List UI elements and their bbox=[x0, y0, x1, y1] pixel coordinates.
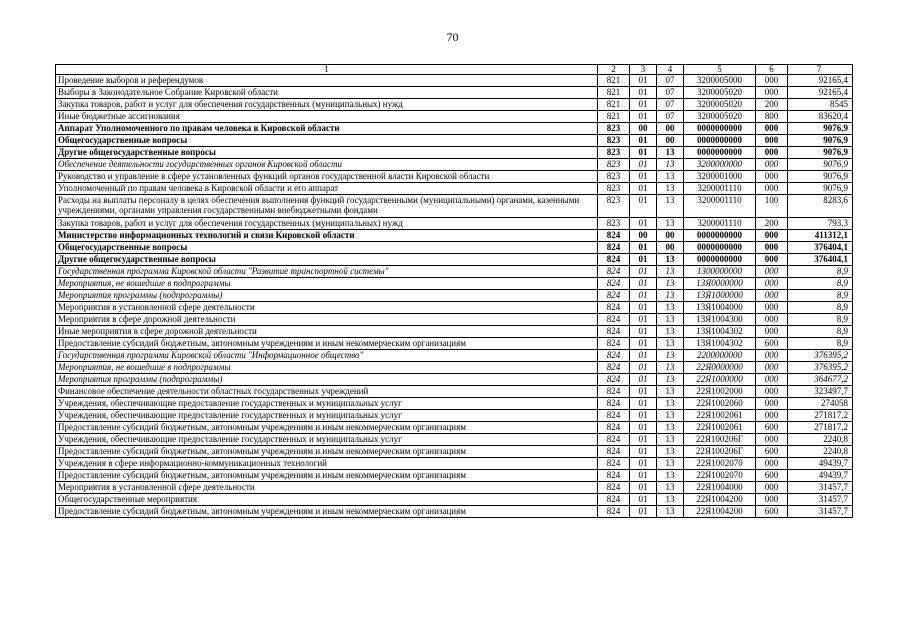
row-amount-cell: 83620,4 bbox=[788, 111, 853, 123]
row-target-article-cell: 3200001110 bbox=[684, 195, 756, 218]
row-section-cell: 01 bbox=[630, 147, 657, 159]
row-amount-cell: 2240,8 bbox=[788, 446, 853, 458]
table-row bbox=[56, 398, 853, 410]
row-subsection-cell: 13 bbox=[657, 290, 684, 302]
row-section-cell: 00 bbox=[630, 230, 657, 242]
row-target-article-cell: 0000000000 bbox=[684, 254, 756, 266]
row-section-cell: 01 bbox=[630, 278, 657, 290]
row-section-cell: 01 bbox=[630, 350, 657, 362]
row-name-cell: Финансовое обеспечение деятельности областных государственных учреждений bbox=[56, 386, 598, 398]
row-subsection-cell: 13 bbox=[657, 446, 684, 458]
row-department-cell: 823 bbox=[598, 171, 630, 183]
row-department-cell: 821 bbox=[598, 99, 630, 111]
row-department-cell: 821 bbox=[598, 75, 630, 87]
row-amount-cell: 9076,9 bbox=[788, 159, 853, 171]
row-department-cell: 823 bbox=[598, 218, 630, 230]
header-cell-subsection: 4 bbox=[657, 65, 684, 75]
table-row bbox=[56, 242, 853, 254]
row-name-cell: Мероприятия, не вошедшие в подпрограммы bbox=[56, 362, 598, 374]
row-expense-type-cell: 000 bbox=[756, 75, 788, 87]
row-target-article-cell: 22Я1004000 bbox=[684, 482, 756, 494]
row-amount-cell: 8,9 bbox=[788, 326, 853, 338]
row-department-cell: 824 bbox=[598, 434, 630, 446]
row-section-cell: 01 bbox=[630, 218, 657, 230]
row-subsection-cell: 13 bbox=[657, 183, 684, 195]
table-row bbox=[56, 422, 853, 434]
table-row bbox=[56, 326, 853, 338]
row-name-cell: Предоставление субсидий бюджетным, автономным учреждениям и иным некоммерческим организациям bbox=[56, 422, 598, 434]
row-subsection-cell: 00 bbox=[657, 123, 684, 135]
row-name-cell: Руководство и управление в сфере установленных функций органов государственной власти Кировской области bbox=[56, 171, 598, 183]
row-department-cell: 824 bbox=[598, 302, 630, 314]
table-row bbox=[56, 506, 853, 518]
row-section-cell: 01 bbox=[630, 482, 657, 494]
row-subsection-cell: 13 bbox=[657, 159, 684, 171]
row-department-cell: 824 bbox=[598, 374, 630, 386]
row-subsection-cell: 13 bbox=[657, 195, 684, 218]
row-amount-cell: 364677,2 bbox=[788, 374, 853, 386]
row-expense-type-cell: 000 bbox=[756, 314, 788, 326]
row-amount-cell: 8,9 bbox=[788, 266, 853, 278]
row-department-cell: 824 bbox=[598, 446, 630, 458]
table-row bbox=[56, 159, 853, 171]
row-subsection-cell: 13 bbox=[657, 482, 684, 494]
row-subsection-cell: 13 bbox=[657, 218, 684, 230]
row-expense-type-cell: 000 bbox=[756, 386, 788, 398]
row-section-cell: 01 bbox=[630, 87, 657, 99]
row-section-cell: 00 bbox=[630, 123, 657, 135]
row-department-cell: 823 bbox=[598, 135, 630, 147]
row-department-cell: 823 bbox=[598, 159, 630, 171]
table-row bbox=[56, 218, 853, 230]
row-section-cell: 01 bbox=[630, 75, 657, 87]
row-name-cell: Предоставление субсидий бюджетным, автономным учреждениям и иным некоммерческим организациям bbox=[56, 338, 598, 350]
row-name-cell: Предоставление субсидий бюджетным, автономным учреждениям и иным некоммерческим организациям bbox=[56, 470, 598, 482]
row-name-cell: Расходы на выплаты персоналу в целях обеспечения выполнения функций государственными (муниципальными) органами, казенными учреждениями, органами управления государственными внебюджетными фондами bbox=[56, 195, 598, 218]
row-department-cell: 824 bbox=[598, 278, 630, 290]
row-expense-type-cell: 000 bbox=[756, 362, 788, 374]
row-amount-cell: 8545 bbox=[788, 99, 853, 111]
row-target-article-cell: 22Я1004200 bbox=[684, 494, 756, 506]
row-department-cell: 824 bbox=[598, 494, 630, 506]
table-row bbox=[56, 195, 853, 218]
row-name-cell: Предоставление субсидий бюджетным, автономным учреждениям и иным некоммерческим организациям bbox=[56, 446, 598, 458]
row-expense-type-cell: 000 bbox=[756, 410, 788, 422]
table-row bbox=[56, 350, 853, 362]
row-expense-type-cell: 000 bbox=[756, 87, 788, 99]
row-target-article-cell: 22Я100206Г bbox=[684, 446, 756, 458]
row-subsection-cell: 13 bbox=[657, 470, 684, 482]
row-department-cell: 824 bbox=[598, 266, 630, 278]
row-amount-cell: 271817,2 bbox=[788, 422, 853, 434]
row-subsection-cell: 07 bbox=[657, 75, 684, 87]
row-section-cell: 01 bbox=[630, 183, 657, 195]
row-subsection-cell: 13 bbox=[657, 362, 684, 374]
row-section-cell: 01 bbox=[630, 494, 657, 506]
table-row bbox=[56, 458, 853, 470]
row-target-article-cell: 22Я1002061 bbox=[684, 410, 756, 422]
row-department-cell: 824 bbox=[598, 410, 630, 422]
row-amount-cell: 9076,9 bbox=[788, 135, 853, 147]
row-section-cell: 01 bbox=[630, 374, 657, 386]
table-row bbox=[56, 111, 853, 123]
row-amount-cell: 271817,2 bbox=[788, 410, 853, 422]
row-expense-type-cell: 600 bbox=[756, 470, 788, 482]
row-expense-type-cell: 000 bbox=[756, 242, 788, 254]
row-amount-cell: 9076,9 bbox=[788, 147, 853, 159]
table-row bbox=[56, 338, 853, 350]
header-cell-name: 1 bbox=[56, 65, 598, 75]
row-amount-cell: 274058 bbox=[788, 398, 853, 410]
row-target-article-cell: 3200005020 bbox=[684, 99, 756, 111]
row-target-article-cell: 0000000000 bbox=[684, 123, 756, 135]
row-target-article-cell: 3200000000 bbox=[684, 159, 756, 171]
row-target-article-cell: 0000000000 bbox=[684, 242, 756, 254]
row-expense-type-cell: 000 bbox=[756, 350, 788, 362]
row-section-cell: 01 bbox=[630, 266, 657, 278]
row-subsection-cell: 13 bbox=[657, 494, 684, 506]
row-name-cell: Закупка товаров, работ и услуг для обеспечения государственных (муниципальных) нужд bbox=[56, 218, 598, 230]
row-amount-cell: 31457,7 bbox=[788, 482, 853, 494]
row-target-article-cell: 3200001110 bbox=[684, 218, 756, 230]
row-subsection-cell: 13 bbox=[657, 278, 684, 290]
row-name-cell: Министерство информационных технологий и связи Кировской области bbox=[56, 230, 598, 242]
row-section-cell: 01 bbox=[630, 171, 657, 183]
row-name-cell: Предоставление субсидий бюджетным, автономным учреждениям и иным некоммерческим организациям bbox=[56, 506, 598, 518]
row-amount-cell: 31457,7 bbox=[788, 494, 853, 506]
row-target-article-cell: 22Я1002070 bbox=[684, 470, 756, 482]
row-name-cell: Обеспечение деятельности государственных органов Кировской области bbox=[56, 159, 598, 171]
row-subsection-cell: 07 bbox=[657, 111, 684, 123]
row-department-cell: 824 bbox=[598, 338, 630, 350]
row-section-cell: 01 bbox=[630, 195, 657, 218]
row-expense-type-cell: 000 bbox=[756, 254, 788, 266]
table-row bbox=[56, 410, 853, 422]
row-department-cell: 824 bbox=[598, 362, 630, 374]
row-target-article-cell: 22Я1002000 bbox=[684, 386, 756, 398]
row-department-cell: 824 bbox=[598, 254, 630, 266]
row-expense-type-cell: 000 bbox=[756, 482, 788, 494]
row-expense-type-cell: 600 bbox=[756, 338, 788, 350]
row-amount-cell: 31457,7 bbox=[788, 506, 853, 518]
row-department-cell: 824 bbox=[598, 290, 630, 302]
row-target-article-cell: 3200001000 bbox=[684, 171, 756, 183]
row-section-cell: 01 bbox=[630, 290, 657, 302]
header-cell-amount: 7 bbox=[788, 65, 853, 75]
row-expense-type-cell: 000 bbox=[756, 458, 788, 470]
row-subsection-cell: 07 bbox=[657, 99, 684, 111]
table-row bbox=[56, 230, 853, 242]
row-expense-type-cell: 000 bbox=[756, 374, 788, 386]
row-amount-cell: 8,9 bbox=[788, 290, 853, 302]
row-amount-cell: 2240,8 bbox=[788, 434, 853, 446]
row-target-article-cell: 0000000000 bbox=[684, 135, 756, 147]
row-amount-cell: 411312,1 bbox=[788, 230, 853, 242]
row-subsection-cell: 13 bbox=[657, 171, 684, 183]
table-header-row bbox=[56, 65, 853, 75]
row-name-cell: Учреждения в сфере информационно-коммуникационных технологий bbox=[56, 458, 598, 470]
row-expense-type-cell: 000 bbox=[756, 123, 788, 135]
row-amount-cell: 8,9 bbox=[788, 314, 853, 326]
budget-table bbox=[55, 64, 853, 518]
row-amount-cell: 793,3 bbox=[788, 218, 853, 230]
row-department-cell: 824 bbox=[598, 314, 630, 326]
row-amount-cell: 9076,9 bbox=[788, 171, 853, 183]
table-row bbox=[56, 494, 853, 506]
row-name-cell: Другие общегосударственные вопросы bbox=[56, 147, 598, 159]
row-name-cell: Мероприятия, не вошедшие в подпрограммы bbox=[56, 278, 598, 290]
row-name-cell: Мероприятия программы (подпрограммы) bbox=[56, 374, 598, 386]
row-section-cell: 01 bbox=[630, 314, 657, 326]
row-subsection-cell: 13 bbox=[657, 254, 684, 266]
row-name-cell: Мероприятия программы (подпрограммы) bbox=[56, 290, 598, 302]
row-subsection-cell: 00 bbox=[657, 242, 684, 254]
row-amount-cell: 8,9 bbox=[788, 302, 853, 314]
row-target-article-cell: 13Я1004000 bbox=[684, 302, 756, 314]
row-target-article-cell: 13Я1004302 bbox=[684, 338, 756, 350]
table-row bbox=[56, 123, 853, 135]
row-subsection-cell: 13 bbox=[657, 506, 684, 518]
row-section-cell: 01 bbox=[630, 422, 657, 434]
row-expense-type-cell: 000 bbox=[756, 171, 788, 183]
row-expense-type-cell: 000 bbox=[756, 230, 788, 242]
header-cell-target-article: 5 bbox=[684, 65, 756, 75]
row-amount-cell: 376395,2 bbox=[788, 350, 853, 362]
row-name-cell: Общегосударственные мероприятия bbox=[56, 494, 598, 506]
row-department-cell: 824 bbox=[598, 506, 630, 518]
row-subsection-cell: 13 bbox=[657, 374, 684, 386]
row-section-cell: 01 bbox=[630, 302, 657, 314]
row-section-cell: 01 bbox=[630, 434, 657, 446]
row-expense-type-cell: 000 bbox=[756, 278, 788, 290]
table-row bbox=[56, 290, 853, 302]
row-department-cell: 823 bbox=[598, 147, 630, 159]
row-department-cell: 824 bbox=[598, 386, 630, 398]
row-section-cell: 01 bbox=[630, 362, 657, 374]
row-section-cell: 01 bbox=[630, 338, 657, 350]
row-name-cell: Общегосударственные вопросы bbox=[56, 135, 598, 147]
row-section-cell: 01 bbox=[630, 135, 657, 147]
row-expense-type-cell: 200 bbox=[756, 99, 788, 111]
row-expense-type-cell: 000 bbox=[756, 398, 788, 410]
row-target-article-cell: 22Я1002060 bbox=[684, 398, 756, 410]
row-subsection-cell: 00 bbox=[657, 230, 684, 242]
row-subsection-cell: 13 bbox=[657, 434, 684, 446]
row-department-cell: 824 bbox=[598, 482, 630, 494]
row-amount-cell: 49439,7 bbox=[788, 458, 853, 470]
row-expense-type-cell: 600 bbox=[756, 506, 788, 518]
row-expense-type-cell: 000 bbox=[756, 266, 788, 278]
header-cell-department: 2 bbox=[598, 65, 630, 75]
table-row bbox=[56, 87, 853, 99]
row-department-cell: 824 bbox=[598, 230, 630, 242]
row-department-cell: 824 bbox=[598, 398, 630, 410]
row-target-article-cell: 22Я1000000 bbox=[684, 374, 756, 386]
row-expense-type-cell: 100 bbox=[756, 195, 788, 218]
row-name-cell: Мероприятия в сфере дорожной деятельности bbox=[56, 314, 598, 326]
table-row bbox=[56, 314, 853, 326]
table-row bbox=[56, 75, 853, 87]
table-row bbox=[56, 374, 853, 386]
row-subsection-cell: 13 bbox=[657, 410, 684, 422]
row-target-article-cell: 22Я0000000 bbox=[684, 362, 756, 374]
row-subsection-cell: 13 bbox=[657, 302, 684, 314]
row-section-cell: 01 bbox=[630, 159, 657, 171]
table-row bbox=[56, 482, 853, 494]
row-target-article-cell: 22Я1004200 bbox=[684, 506, 756, 518]
row-department-cell: 824 bbox=[598, 326, 630, 338]
row-section-cell: 01 bbox=[630, 506, 657, 518]
row-department-cell: 824 bbox=[598, 242, 630, 254]
row-subsection-cell: 13 bbox=[657, 326, 684, 338]
row-department-cell: 823 bbox=[598, 183, 630, 195]
table-row bbox=[56, 362, 853, 374]
row-section-cell: 01 bbox=[630, 242, 657, 254]
row-subsection-cell: 13 bbox=[657, 350, 684, 362]
row-expense-type-cell: 000 bbox=[756, 326, 788, 338]
table-row bbox=[56, 470, 853, 482]
table-row bbox=[56, 171, 853, 183]
row-expense-type-cell: 000 bbox=[756, 434, 788, 446]
row-expense-type-cell: 800 bbox=[756, 111, 788, 123]
row-name-cell: Учреждения, обеспечивающие предоставление государственных и муниципальных услуг bbox=[56, 410, 598, 422]
row-section-cell: 01 bbox=[630, 326, 657, 338]
row-target-article-cell: 3200001110 bbox=[684, 183, 756, 195]
row-amount-cell: 376395,2 bbox=[788, 362, 853, 374]
row-expense-type-cell: 000 bbox=[756, 159, 788, 171]
row-name-cell: Уполномоченный по правам человека в Кировской области и его аппарат bbox=[56, 183, 598, 195]
row-amount-cell: 9076,9 bbox=[788, 123, 853, 135]
table-row bbox=[56, 302, 853, 314]
row-subsection-cell: 13 bbox=[657, 266, 684, 278]
row-amount-cell: 376404,1 bbox=[788, 242, 853, 254]
row-name-cell: Учреждения, обеспечивающие предоставление государственных и муниципальных услуг bbox=[56, 398, 598, 410]
row-target-article-cell: 3200005020 bbox=[684, 111, 756, 123]
row-subsection-cell: 13 bbox=[657, 422, 684, 434]
row-department-cell: 823 bbox=[598, 195, 630, 218]
row-target-article-cell: 13Я1004300 bbox=[684, 314, 756, 326]
row-name-cell: Иные мероприятия в сфере дорожной деятельности bbox=[56, 326, 598, 338]
row-section-cell: 01 bbox=[630, 99, 657, 111]
row-amount-cell: 9076,9 bbox=[788, 183, 853, 195]
row-amount-cell: 8,9 bbox=[788, 338, 853, 350]
row-expense-type-cell: 000 bbox=[756, 183, 788, 195]
row-amount-cell: 323497,7 bbox=[788, 386, 853, 398]
row-expense-type-cell: 600 bbox=[756, 422, 788, 434]
row-section-cell: 01 bbox=[630, 410, 657, 422]
table-row bbox=[56, 183, 853, 195]
row-department-cell: 824 bbox=[598, 458, 630, 470]
table-row bbox=[56, 135, 853, 147]
row-target-article-cell: 13Я1000000 bbox=[684, 290, 756, 302]
header-cell-expense-type: 6 bbox=[756, 65, 788, 75]
row-subsection-cell: 07 bbox=[657, 87, 684, 99]
row-target-article-cell: 2200000000 bbox=[684, 350, 756, 362]
row-expense-type-cell: 200 bbox=[756, 218, 788, 230]
row-subsection-cell: 00 bbox=[657, 135, 684, 147]
row-expense-type-cell: 000 bbox=[756, 302, 788, 314]
row-department-cell: 824 bbox=[598, 422, 630, 434]
row-name-cell: Иные бюджетные ассигнования bbox=[56, 111, 598, 123]
row-name-cell: Государственная программа Кировской области "Развитие транспортной системы" bbox=[56, 266, 598, 278]
row-name-cell: Проведение выборов и референдумов bbox=[56, 75, 598, 87]
row-section-cell: 01 bbox=[630, 398, 657, 410]
row-section-cell: 01 bbox=[630, 254, 657, 266]
row-amount-cell: 8,9 bbox=[788, 278, 853, 290]
row-amount-cell: 376404,1 bbox=[788, 254, 853, 266]
row-target-article-cell: 0000000000 bbox=[684, 147, 756, 159]
row-section-cell: 01 bbox=[630, 386, 657, 398]
row-amount-cell: 92165,4 bbox=[788, 87, 853, 99]
table-row bbox=[56, 266, 853, 278]
row-department-cell: 821 bbox=[598, 87, 630, 99]
row-section-cell: 01 bbox=[630, 111, 657, 123]
row-name-cell: Другие общегосударственные вопросы bbox=[56, 254, 598, 266]
row-name-cell: Учреждения, обеспечивающие предоставление государственных и муниципальных услуг bbox=[56, 434, 598, 446]
row-target-article-cell: 22Я1002061 bbox=[684, 422, 756, 434]
table-row bbox=[56, 147, 853, 159]
header-cell-section: 3 bbox=[630, 65, 657, 75]
row-department-cell: 821 bbox=[598, 111, 630, 123]
table-row bbox=[56, 386, 853, 398]
row-amount-cell: 92165,4 bbox=[788, 75, 853, 87]
table-row bbox=[56, 99, 853, 111]
table-row bbox=[56, 278, 853, 290]
row-name-cell: Мероприятия в установленной сфере деятельности bbox=[56, 482, 598, 494]
row-expense-type-cell: 000 bbox=[756, 290, 788, 302]
row-name-cell: Общегосударственные вопросы bbox=[56, 242, 598, 254]
row-department-cell: 824 bbox=[598, 470, 630, 482]
row-expense-type-cell: 000 bbox=[756, 135, 788, 147]
row-department-cell: 823 bbox=[598, 123, 630, 135]
row-expense-type-cell: 600 bbox=[756, 446, 788, 458]
row-subsection-cell: 13 bbox=[657, 147, 684, 159]
table-row bbox=[56, 446, 853, 458]
row-target-article-cell: 22Я1002070 bbox=[684, 458, 756, 470]
row-amount-cell: 49439,7 bbox=[788, 470, 853, 482]
row-target-article-cell: 22Я100206Г bbox=[684, 434, 756, 446]
row-target-article-cell: 3200005000 bbox=[684, 75, 756, 87]
row-department-cell: 824 bbox=[598, 350, 630, 362]
row-target-article-cell: 13Я1004302 bbox=[684, 326, 756, 338]
row-subsection-cell: 13 bbox=[657, 386, 684, 398]
row-subsection-cell: 13 bbox=[657, 314, 684, 326]
table-row bbox=[56, 434, 853, 446]
row-name-cell: Государственная программа Кировской области "Информационное общество" bbox=[56, 350, 598, 362]
row-expense-type-cell: 000 bbox=[756, 147, 788, 159]
row-subsection-cell: 13 bbox=[657, 458, 684, 470]
row-name-cell: Мероприятия в установленной сфере деятельности bbox=[56, 302, 598, 314]
row-section-cell: 01 bbox=[630, 446, 657, 458]
row-expense-type-cell: 000 bbox=[756, 494, 788, 506]
row-target-article-cell: 13Я0000000 bbox=[684, 278, 756, 290]
row-name-cell: Закупка товаров, работ и услуг для обеспечения государственных (муниципальных) нужд bbox=[56, 99, 598, 111]
row-target-article-cell: 3200005020 bbox=[684, 87, 756, 99]
row-name-cell: Аппарат Уполномоченного по правам человека в Кировской области bbox=[56, 123, 598, 135]
row-section-cell: 01 bbox=[630, 470, 657, 482]
row-subsection-cell: 13 bbox=[657, 338, 684, 350]
page-number: 70 bbox=[446, 30, 459, 44]
row-section-cell: 01 bbox=[630, 458, 657, 470]
table-row bbox=[56, 254, 853, 266]
row-subsection-cell: 13 bbox=[657, 398, 684, 410]
row-name-cell: Выборы в Законодательное Собрание Кировской области bbox=[56, 87, 598, 99]
row-target-article-cell: 0000000000 bbox=[684, 230, 756, 242]
row-target-article-cell: 1300000000 bbox=[684, 266, 756, 278]
row-amount-cell: 8283,6 bbox=[788, 195, 853, 218]
